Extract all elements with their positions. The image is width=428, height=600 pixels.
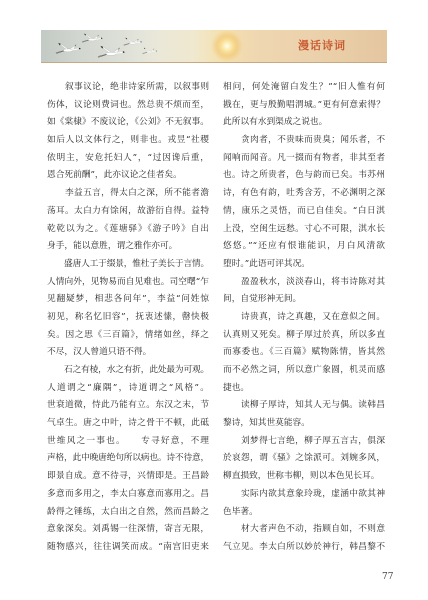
text-line: 盈盈秋水，淡淡春山，将韦诗陈对其 — [223, 276, 385, 287]
text-line: 而不必然之词，所以意广象圆，机灵而感 — [223, 365, 385, 375]
text-line: 龄得之锤练，太白出之自然，然而昌龄之 — [47, 506, 209, 517]
text-line: 读柳子厚诗，知其人无与偶。读韩昌 — [223, 400, 385, 411]
text-line: 色毕著。 — [223, 506, 258, 517]
text-line: 黎诗，知其世莫能容。 — [223, 418, 310, 429]
text-line: 乾乾以为之。《莲塘驿》《游子吟》自出 — [47, 223, 209, 234]
text-line: 身手，能以意胜，谓之雅作亦可。 — [47, 241, 178, 252]
text-line: 闻响而闻音。凡一掇而有物者，非其至者 — [223, 152, 385, 163]
text-line: 如后人以文体行之，则非也。戎昱“社稷 — [47, 135, 209, 146]
text-line: 材大者声色不动，指顾自如，不则意 — [223, 524, 385, 535]
text-line: 世维风之一事也。 专寻好意，不理 — [47, 435, 209, 446]
text-line: 实际内欲其意象玲珑，虚涵中欲其神 — [223, 488, 385, 499]
text-line: 堕时。”此语可评其况。 — [223, 258, 310, 269]
text-line: 上没，空闺生远愁。寸心不可限，淇水长 — [223, 223, 385, 234]
text-line: 戡在，更与殷勤唱渭城。”更有何意索得？ — [223, 99, 385, 110]
text-line: 此所以有水到渠成之说也。 — [223, 117, 328, 128]
text-line: 矣。因之思《三百篇》，情绪如丝，绎之 — [47, 329, 209, 340]
text-line: 荡耳。太白力有馀闲，故游衍自得。益特 — [47, 205, 209, 216]
text-line: 恩合死前酬”，此亦议论之佳者矣。 — [47, 170, 182, 181]
text-line: 不尽，汉人曾道只语不得。 — [47, 347, 152, 358]
text-line: 如《棠棣》不废议论，《公刘》不无叙事。 — [47, 117, 209, 128]
text-line: 李益五言，得太白之深，所不能者澹 — [47, 188, 209, 199]
text-line: 叙事议论，绝非诗家所需，以叙事则 — [47, 82, 209, 92]
text-line: 也。诗之所贵者，色与韵而已矣。韦苏州 — [223, 170, 385, 181]
text-line: 即景自成。意不待寻，兴情即是。王昌龄 — [47, 471, 209, 482]
sun-icon — [211, 30, 243, 62]
page-number: 77 — [382, 572, 394, 582]
text-line: 柳直损致，世称韦柳，则以本色见长耳。 — [223, 471, 380, 482]
text-line: 诗，有色有韵，吐秀含芳，不必渊明之深 — [223, 188, 385, 199]
text-line: 石之有棱，水之有折，此处最为可观。 — [47, 365, 209, 375]
text-line: 声格，此中晚唐绝句所以病也。诗不待意， — [47, 453, 209, 464]
text-line: 而寡委也。《三百篇》赋物陈情，皆其然 — [223, 347, 385, 358]
text-line: 认真则又死矣。柳子厚过於真，所以多直 — [223, 329, 385, 340]
text-line: 贪肉者，不贵味而贵臭；闻乐者，不 — [223, 135, 385, 146]
text-line: 世衰道微，恃此乃能有立。东汉之末，节 — [47, 400, 209, 411]
text-line: 伤体，议论则费词也。然总贵不烦而至， — [47, 99, 209, 110]
text-line: 意象深矣。刘禹锡一往深情，寄言无限， — [47, 524, 209, 535]
text-line: 人情向外，见物易而自见难也。司空曙“乍 — [47, 276, 209, 287]
text-line: 捷也。 — [223, 382, 250, 393]
text-line: 於哀怨，谓《骚》之馀派可。刘婉多风， — [223, 453, 385, 464]
right-column — [223, 79, 385, 557]
section-title: 漫话诗词 — [298, 39, 346, 52]
left-column — [47, 79, 209, 557]
text-line: 间，自觉形神无间。 — [223, 294, 302, 305]
text-line: 盛唐人工于缀景，惟杜子美长于言情。 — [47, 258, 209, 269]
text-line: 情，康乐之灵悟，而已自佳矣。“白日淇 — [223, 205, 385, 216]
text-line: 人道谓之“廉隅”，诗道谓之“风格”。 — [47, 382, 209, 393]
text-line: 见翻疑梦，相悲各问年”，李益“问姓惊 — [47, 294, 209, 305]
text-line: 相问，何处淹留白发生？”“旧人惟有何 — [223, 82, 385, 92]
text-line: 气立见。李太白所以妙於神行，韩昌黎不 — [223, 541, 385, 552]
text-line: 随物感兴，往往调笑而成。“南宫旧吏来 — [47, 541, 209, 552]
text-line: 诗贵真，诗之真趣，又在意似之间。 — [223, 311, 385, 322]
text-line: 初见，称名忆旧容”，抚衷述愫，罄快极 — [47, 311, 209, 322]
mist-shading — [41, 30, 161, 62]
text-line: 多意而多用之，李太白寡意而寡用之。昌 — [47, 488, 209, 499]
text-line: 依明主，安危托妇人”，“过因谗后重， — [47, 152, 209, 163]
text-line: 悠悠。”“还应有恨谁能识，月白风清欲 — [223, 241, 385, 252]
text-line: 气卓生。唐之中叶，诗之骨干不顿，此砥 — [47, 418, 209, 429]
text-line: 刘梦得七言绝，柳子厚五言古，俱深 — [223, 435, 385, 446]
